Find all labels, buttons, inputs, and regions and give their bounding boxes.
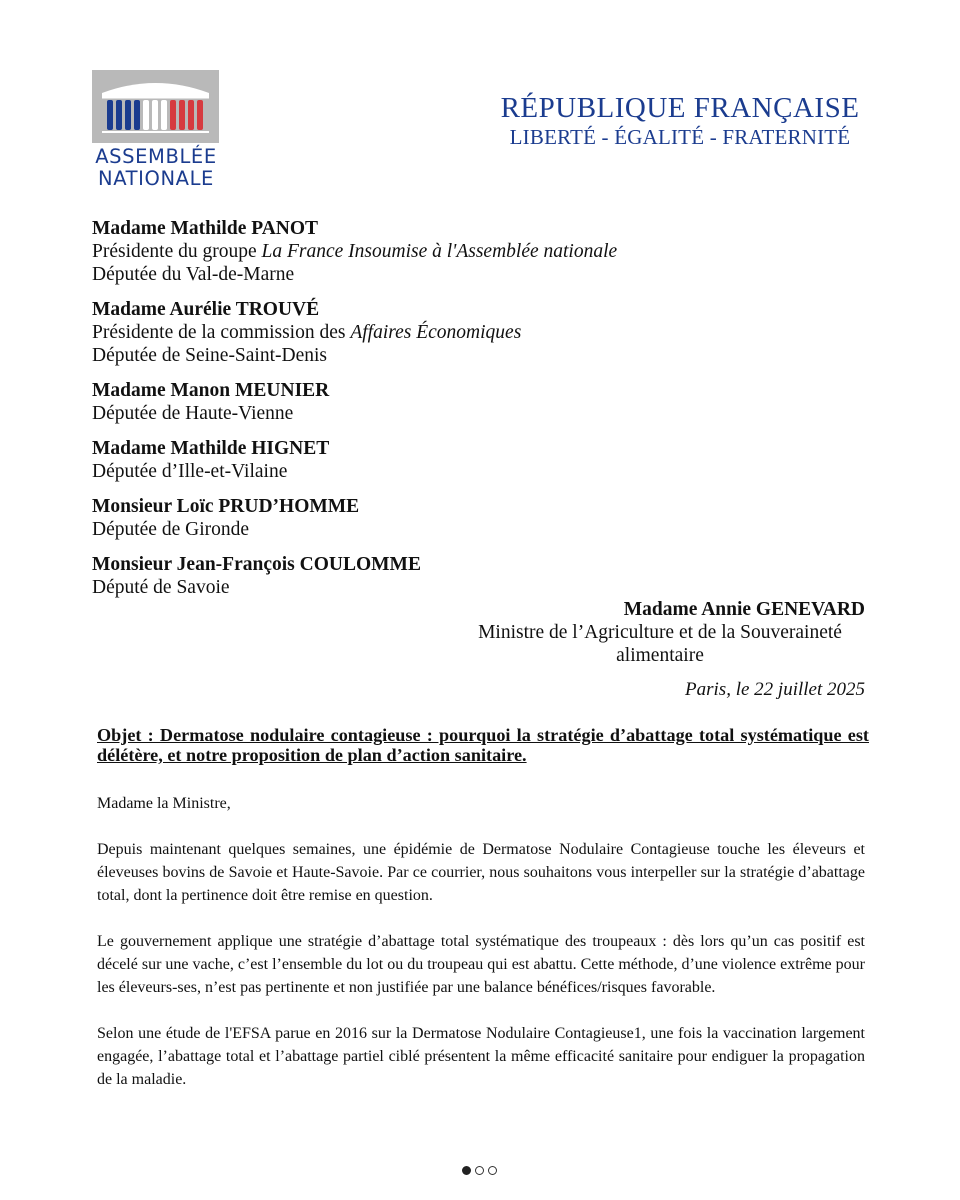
hemicycle-icon [92, 70, 219, 143]
greeting: Madame la Ministre, [97, 795, 231, 812]
sender-name: Madame Mathilde PANOT [92, 218, 319, 239]
sender-name: Madame Manon MEUNIER [92, 380, 330, 401]
sender-role-prefix: Présidente de la commission des [92, 322, 351, 343]
sender-constituency: Députée d’Ille-et-Vilaine [92, 461, 288, 482]
recipient-title: Ministre de l’Agriculture et de la Souveraineté alimentaire [478, 622, 842, 666]
logo-line1: ASSEMBLÉE [95, 145, 217, 168]
page-dot-1[interactable] [462, 1166, 471, 1175]
sender-role [92, 240, 617, 263]
logo-line2: NATIONALE [98, 167, 214, 190]
sender-role-prefix: Présidente du groupe [92, 241, 262, 262]
sender-name: Monsieur Loïc PRUD’HOMME [92, 496, 360, 517]
sender-name: Monsieur Jean-François COULOMME [92, 554, 421, 575]
sender-constituency: Député de Savoie [92, 577, 230, 598]
republic-header [480, 92, 880, 150]
sender-constituency: Députée du Val-de-Marne [92, 264, 295, 285]
sender-role-group: Affaires Économiques [350, 322, 522, 343]
recipient-name: Madame Annie GENEVARD [623, 599, 865, 620]
recipient-block [455, 598, 865, 667]
sender [92, 379, 617, 425]
sender-constituency: Députée de Seine-Saint-Denis [92, 345, 328, 366]
letter-body [97, 792, 865, 1114]
sender [92, 495, 617, 541]
sender-role [92, 321, 617, 344]
sender [92, 217, 617, 286]
sender [92, 553, 617, 599]
paragraph: Le gouvernement applique une stratégie d’abattage total systématique des troupeaux : dès lors qu’un cas positif est décelé sur une vache, c’est l’ensemble du lot ou du troupeau qui est abattu. Cette méthode, d’une violence extrême pour les éleveurs-ses, n’est pas pertinente et non justifiée par une balance bénéfices/risques favorable. [97, 933, 865, 996]
paragraph: Selon une étude de l'EFSA parue en 2016 sur la Dermatose Nodulaire Contagieuse1, une fois la vaccination largement engagée, l’abattage total et l’abattage partiel ciblé présentent la même efficacité sanitaire pour endiguer la propagation de la maladie. [97, 1025, 865, 1088]
letter-subject: Objet : Dermatose nodulaire contagieuse : pourquoi la stratégie d’abattage total systématique est délétère, et notre proposition de plan d’action sanitaire. [97, 725, 869, 765]
page-dot-2[interactable] [475, 1166, 484, 1175]
paragraph: Depuis maintenant quelques semaines, une épidémie de Dermatose Nodulaire Contagieuse touche les éleveurs et éleveuses bovins de Savoie et Haute-Savoie. Par ce courrier, nous souhaitons vous interpeller sur la stratégie d’abattage total, dont la pertinence doit être remise en question. [97, 841, 865, 904]
sender-constituency: Députée de Gironde [92, 519, 250, 540]
sender-name: Madame Aurélie TROUVÉ [92, 299, 320, 320]
senders-block [92, 217, 617, 611]
assemblee-nationale-logo [92, 70, 220, 190]
republic-motto: LIBERTÉ - ÉGALITÉ - FRATERNITÉ [509, 125, 851, 149]
sender-constituency: Députée de Haute-Vienne [92, 403, 294, 424]
sender-role-group: La France Insoumise à l'Assemblée nationale [261, 241, 618, 262]
page-dot-3[interactable] [488, 1166, 497, 1175]
logo-text [92, 146, 220, 190]
sender [92, 437, 617, 483]
sender [92, 298, 617, 367]
sender-name: Madame Mathilde HIGNET [92, 438, 330, 459]
letter-date: Paris, le 22 juillet 2025 [685, 679, 865, 700]
carousel-pagination [462, 1166, 497, 1175]
republic-title: RÉPUBLIQUE FRANÇAISE [500, 92, 860, 124]
